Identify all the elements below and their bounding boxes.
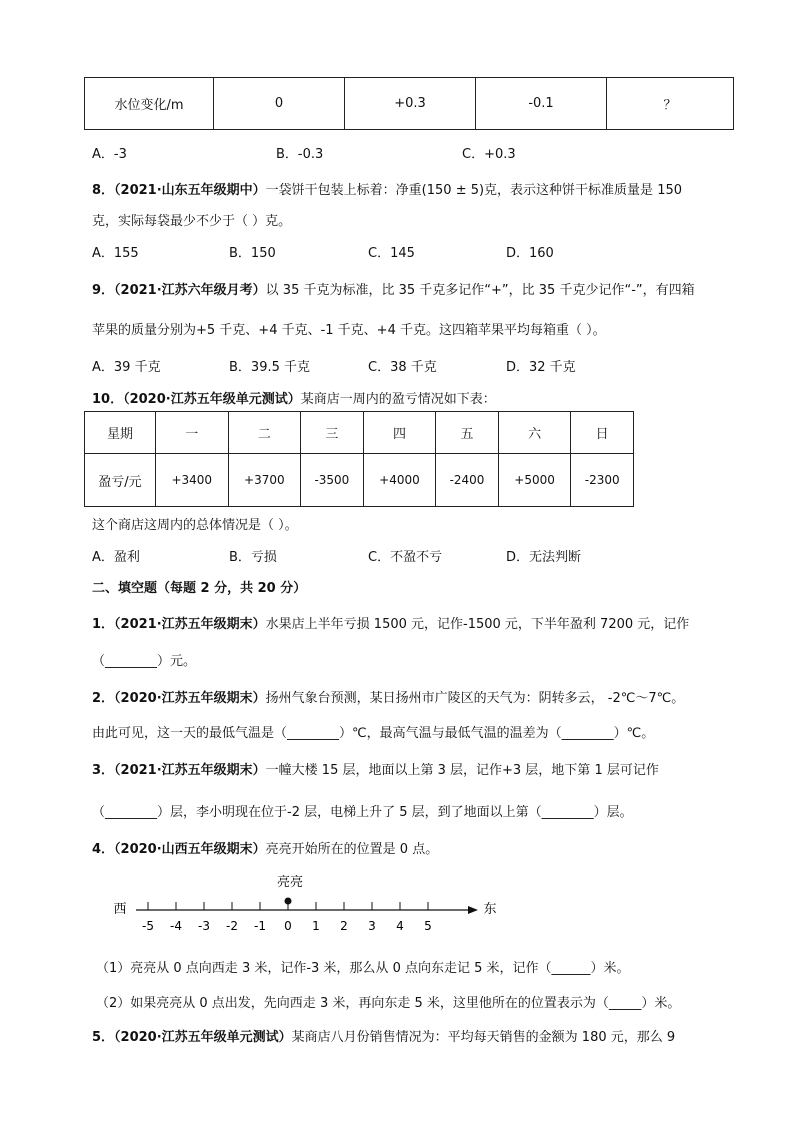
- q10-text: 某商店一周内的盈亏情况如下表：: [300, 392, 496, 407]
- profit-table: [84, 411, 634, 507]
- day-cell: 六: [498, 412, 571, 454]
- profit-table-header-row: [85, 412, 634, 454]
- f4-line1: [92, 838, 438, 857]
- tick-label: -1: [254, 919, 266, 933]
- q10-option-d: D．无法判断: [506, 550, 582, 565]
- q8-number: 8．: [92, 183, 115, 198]
- tick-group: [142, 902, 432, 933]
- q9-option-b: B．39.5 千克: [229, 360, 310, 375]
- profit-table-row-label: 盈亏/元: [85, 454, 156, 507]
- water-level-label: 水位变化/m: [85, 78, 214, 130]
- q10-option-c: C．不盈不亏: [368, 550, 443, 565]
- profit-value-cell: +3700: [228, 454, 301, 507]
- day-cell: 日: [571, 412, 634, 454]
- f4-text: 亮亮开始所在的位置是 0 点。: [265, 842, 439, 857]
- f5-number: 5．: [92, 1030, 115, 1045]
- water-level-cell: 0: [214, 78, 345, 130]
- f1-number: 1．: [92, 617, 115, 632]
- f1-line1: [92, 613, 689, 632]
- q10-source: （2020·江苏五年级单元测试）: [123, 392, 301, 407]
- tick-label: 0: [284, 919, 292, 933]
- f1-source: （2021·江苏五年级期末）: [114, 617, 266, 632]
- f4-sub2: （2）如果亮亮从 0 点出发，先向西走 3 米，再向东走 5 米，这里他所在的位置表示为（_____）米。: [96, 996, 681, 1011]
- f2-source: （2020·江苏五年级期末）: [114, 691, 266, 706]
- q9-line2: 苹果的质量分别为+5 千克、+4 千克、-1 千克、+4 千克。这四箱苹果平均每箱重（ ）。: [92, 323, 606, 338]
- tick-label: -2: [226, 919, 238, 933]
- profit-value-cell: +5000: [498, 454, 571, 507]
- q7-option-b: B．-0.3: [276, 147, 324, 162]
- water-level-cell: -0.1: [476, 78, 607, 130]
- f3-text: 一幢大楼 15 层，地面以上第 3 层，记作+3 层，地下第 1 层可记作: [265, 763, 659, 778]
- f2-number: 2．: [92, 691, 115, 706]
- f4-sub1: （1）亮亮从 0 点向西走 3 米，记作-3 米，那么从 0 点向东走记 5 米，记作（______）米。: [96, 961, 630, 976]
- q9-option-c: C．38 千克: [368, 360, 437, 375]
- q10-line1: [92, 388, 496, 407]
- day-cell: 三: [301, 412, 364, 454]
- q10-option-b: B．亏损: [229, 550, 277, 565]
- q8-text: 一袋饼干包装上标着：净重(150 ± 5)克，表示这种饼干标准质量是 150: [265, 183, 683, 198]
- q7-option-a: A．-3: [92, 147, 127, 162]
- f1-line2: （________）元。: [92, 654, 197, 669]
- profit-value-cell: -2300: [571, 454, 634, 507]
- q8-line2: 克，实际每袋最少不少于（ ）克。: [92, 214, 292, 229]
- f5-source: （2020·江苏五年级单元测试）: [114, 1030, 292, 1045]
- profit-table-value-row: [85, 454, 634, 507]
- q9-number: 9．: [92, 283, 115, 298]
- day-cell: 二: [228, 412, 301, 454]
- q8-option-d: D．160: [506, 246, 554, 261]
- f3-line2: （________）层，李小明现在位于-2 层，电梯上升了 5 层，到了地面以上第（________）层。: [92, 805, 633, 820]
- profit-value-cell: +4000: [363, 454, 436, 507]
- q10-number: 10．: [92, 392, 124, 407]
- q8-line1: [92, 179, 682, 198]
- tick-label: -3: [198, 919, 210, 933]
- f4-source: （2020·山西五年级期末）: [114, 842, 266, 857]
- tick-label: 3: [368, 919, 376, 933]
- f1-text: 水果店上半年亏损 1500 元，记作-1500 元，下半年盈利 7200 元，记作: [265, 617, 690, 632]
- f3-line1: [92, 759, 659, 778]
- number-line: [100, 868, 520, 938]
- q9-line1: [92, 279, 695, 298]
- f5-line1: [92, 1026, 675, 1045]
- tick-label: 1: [312, 919, 320, 933]
- tick-label: -5: [142, 919, 154, 933]
- q10-line2: 这个商店这周内的总体情况是（ ）。: [92, 518, 298, 533]
- q9-source: （2021·江苏六年级月考）: [114, 283, 266, 298]
- profit-value-cell: -3500: [301, 454, 364, 507]
- f3-number: 3．: [92, 763, 115, 778]
- profit-value-cell: +3400: [156, 454, 229, 507]
- west-label: 西: [113, 902, 127, 917]
- q9-text: 以 35 千克为标准，比 35 千克多记作“+”，比 35 千克少记作“-”，有四箱: [265, 283, 695, 298]
- profit-table-header-label: 星期: [85, 412, 156, 454]
- tick-label: 4: [396, 919, 404, 933]
- q7-option-c: C．+0.3: [462, 147, 516, 162]
- water-level-table: [84, 77, 734, 130]
- water-level-cell: ？: [607, 78, 734, 130]
- f5-text: 某商店八月份销售情况为：平均每天销售的金额为 180 元，那么 9: [291, 1030, 676, 1045]
- q10-option-a: A．盈利: [92, 550, 140, 565]
- tick-label: 5: [424, 919, 432, 933]
- day-cell: 一: [156, 412, 229, 454]
- person-label: 亮亮: [276, 875, 304, 890]
- q9-option-d: D．32 千克: [506, 360, 576, 375]
- tick-label: -4: [170, 919, 182, 933]
- east-label: 东: [483, 902, 497, 917]
- profit-value-cell: -2400: [436, 454, 499, 507]
- day-cell: 四: [363, 412, 436, 454]
- day-cell: 五: [436, 412, 499, 454]
- tick-label: 2: [340, 919, 348, 933]
- f3-source: （2021·江苏五年级期末）: [114, 763, 266, 778]
- q8-option-a: A．155: [92, 246, 139, 261]
- q8-source: （2021·山东五年级期中）: [114, 183, 266, 198]
- q8-option-b: B．150: [229, 246, 276, 261]
- q9-option-a: A．39 千克: [92, 360, 161, 375]
- f2-text: 扬州气象台预测，某日扬州市广陵区的天气为：阴转多云， -2℃～7℃。: [265, 691, 685, 706]
- f4-number: 4．: [92, 842, 115, 857]
- f2-line2: 由此可见，这一天的最低气温是（________）℃，最高气温与最低气温的温差为（________）℃。: [92, 726, 655, 741]
- water-level-cell: +0.3: [345, 78, 476, 130]
- arrow-head: [468, 906, 478, 914]
- q8-option-c: C．145: [368, 246, 415, 261]
- f2-line1: [92, 687, 684, 706]
- section2-title: 二、填空题（每题 2 分，共 20 分）: [92, 581, 307, 596]
